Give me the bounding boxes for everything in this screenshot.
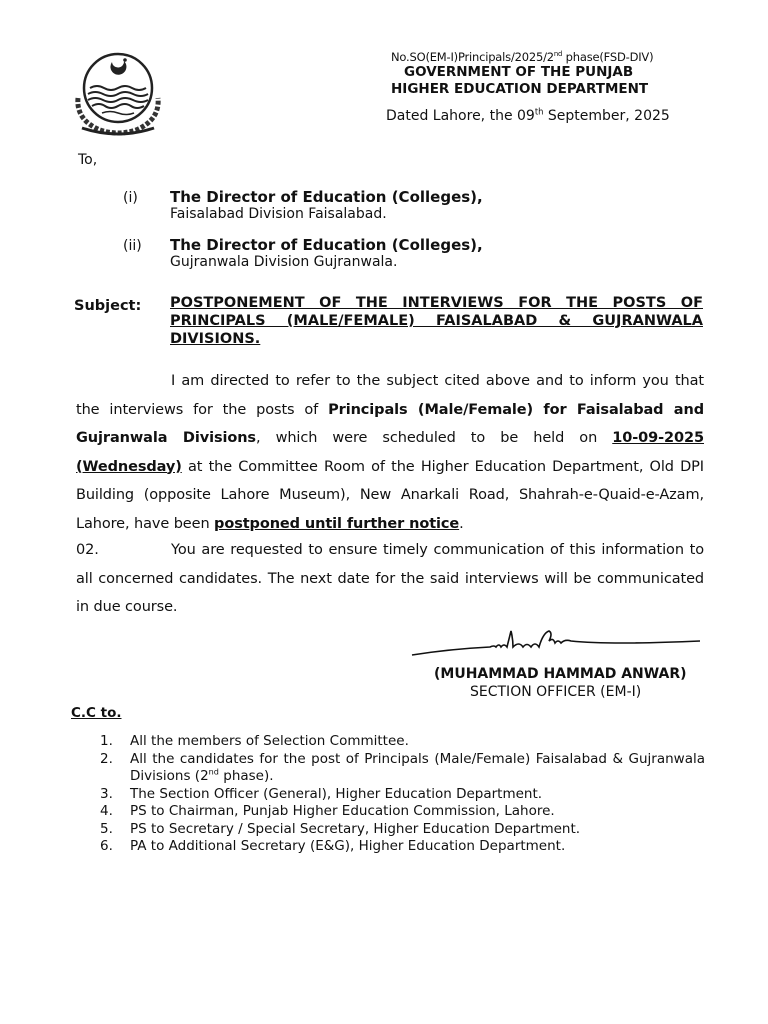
paragraph-number: 02.	[76, 542, 99, 558]
signatory-title: SECTION OFFICER (EM-I)	[470, 684, 642, 700]
signature-icon	[410, 625, 710, 665]
government-heading: GOVERNMENT OF THE PUNJAB	[404, 64, 634, 80]
punjab-emblem-icon	[70, 44, 166, 140]
cc-label: C.C to.	[71, 705, 122, 721]
addressee-title: The Director of Education (Colleges),	[170, 236, 483, 254]
subject-label: Subject:	[74, 298, 142, 314]
signatory-name: (MUHAMMAD HAMMAD ANWAR)	[434, 666, 687, 682]
addressee-number: (ii)	[123, 238, 142, 254]
reference-number: No.SO(EM-I)Principals/2025/2nd phase(FSD-DIV)	[391, 50, 654, 64]
cc-item: 5. PS to Secretary / Special Secretary, Higher Education Department.	[100, 820, 581, 837]
addressee-location: Gujranwala Division Gujranwala.	[170, 254, 398, 270]
cc-item: 4. PS to Chairman, Punjab Higher Education Commission, Lahore.	[100, 803, 555, 819]
body-paragraph-2: 02. You are requested to ensure timely communication of this information to all concerned candidates. The next date for the said interviews will be communicated in due course.	[76, 536, 704, 622]
department-heading: HIGHER EDUCATION DEPARTMENT	[391, 81, 649, 97]
dated-line: Dated Lahore, the 09th September, 2025	[386, 106, 670, 124]
cc-list	[100, 733, 705, 856]
addressee-location: Faisalabad Division Faisalabad.	[170, 206, 387, 222]
to-label: To,	[78, 152, 98, 168]
subject-text: POSTPONEMENT OF THE INTERVIEWS FOR THE POSTS OF PRINCIPALS (MALE/FEMALE) FAISALABAD & GUJRANWALA DIVISIONS.	[170, 295, 703, 347]
body-paragraph-1: I am directed to refer to the subject cited above and to inform you that the interviews for the posts of Principals (Male/Female) for Faisalabad and Gujranwala Divisions, which were scheduled to be held on 10-09-2025 (Wednesday) at the Committee Room of the Higher Education Department, Old DPI Building (opposite Lahore Museum), New Anarkali Road, Shahrah-e-Quaid-e-Azam, Lahore, have been postponed until further notice.	[76, 373, 704, 532]
cc-item: 1. All the members of Selection Committee.	[100, 733, 409, 749]
addressee-number: (i)	[123, 190, 138, 206]
cc-item: 2. All the candidates for the post of Principals (Male/Female) Faisalabad & Gujranwala Divisions (2nd phase).	[100, 750, 705, 784]
cc-item: 3. The Section Officer (General), Higher Education Department.	[100, 785, 543, 802]
addressee-title: The Director of Education (Colleges),	[170, 188, 483, 206]
cc-item: 6. PA to Additional Secretary (E&G), Higher Education Department.	[100, 838, 566, 854]
